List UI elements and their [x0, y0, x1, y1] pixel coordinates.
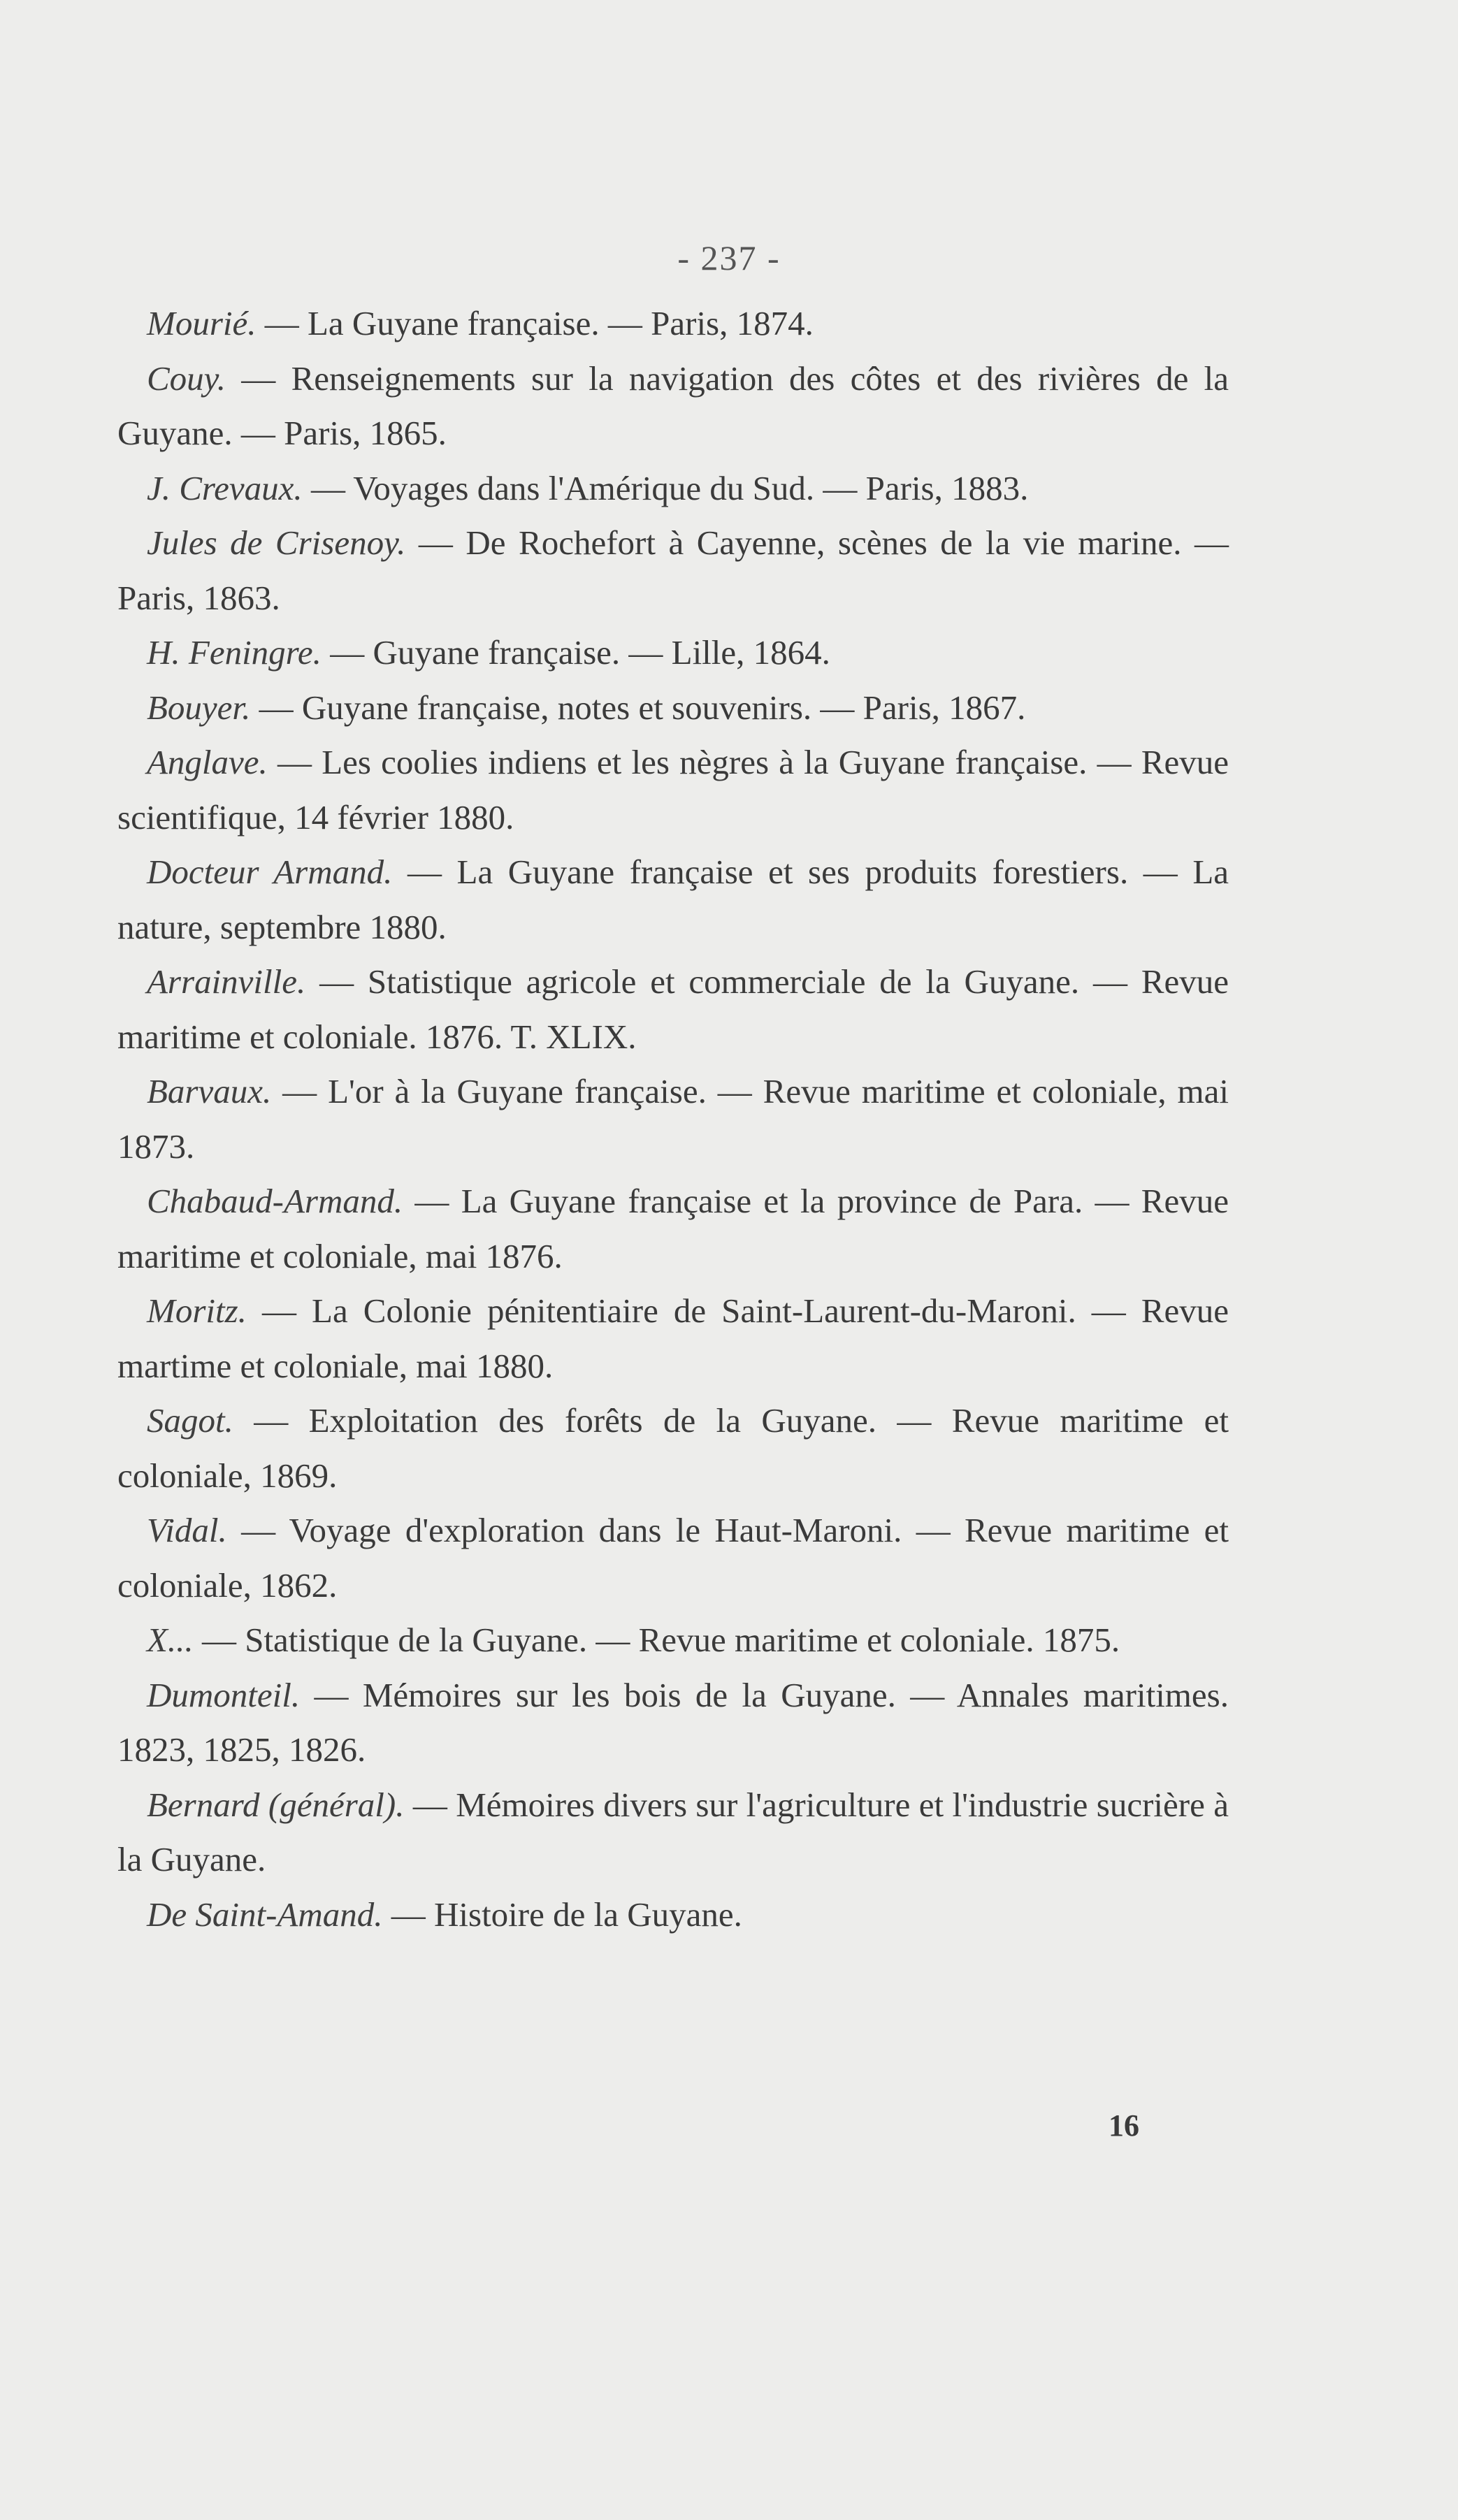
- entry-author: Sagot.: [147, 1401, 233, 1440]
- bibliography-entry: [117, 1064, 1229, 1174]
- page-number: - 237 -: [677, 238, 781, 277]
- entry-text: — Histoire de la Guyane.: [382, 1895, 742, 1934]
- bibliography-entry: [117, 352, 1229, 461]
- entry-author: Moritz.: [147, 1291, 247, 1330]
- bibliography-entry: [117, 1613, 1229, 1668]
- bibliography-entry: [117, 625, 1229, 681]
- entry-author: Barvaux.: [147, 1072, 272, 1110]
- bibliography-entry: [117, 461, 1229, 516]
- bibliography-list: [117, 296, 1229, 1942]
- entry-text: — Voyage d'exploration dans le Haut-Maroni. — Revue maritime et coloniale, 1862.: [117, 1511, 1229, 1605]
- entry-author: De Saint-Amand.: [147, 1895, 383, 1934]
- bibliography-entry: [117, 296, 1229, 352]
- bibliography-entry: [117, 1778, 1229, 1888]
- entry-author: Arrainville.: [147, 962, 306, 1001]
- entry-author: Docteur Armand.: [147, 853, 393, 891]
- signature-mark: 16: [1109, 2108, 1139, 2143]
- entry-text: — La Guyane française. — Paris, 1874.: [256, 304, 814, 342]
- entry-text: — Les coolies indiens et les nègres à la Guyane française. — Revue scientifique, 14 février 1880.: [117, 743, 1229, 837]
- entry-text: — La Colonie pénitentiaire de Saint-Laurent-du-Maroni. — Revue martime et coloniale, mai 1880.: [117, 1291, 1229, 1385]
- entry-author: Chabaud-Armand.: [147, 1182, 403, 1220]
- bibliography-entry: [117, 1393, 1229, 1503]
- bibliography-entry: [117, 955, 1229, 1064]
- bibliography-entry: [117, 516, 1229, 625]
- entry-text: — De Rochefort à Cayenne, scènes de la vie marine. — Paris, 1863.: [117, 523, 1229, 617]
- entry-text: — La Guyane française et la province de Para. — Revue maritime et coloniale, mai 1876.: [117, 1182, 1229, 1275]
- bibliography-entry: [117, 735, 1229, 845]
- entry-author: J. Crevaux.: [147, 468, 303, 507]
- entry-text: — Statistique de la Guyane. — Revue maritime et coloniale. 1875.: [193, 1621, 1120, 1659]
- entry-text: — Guyane française. — Lille, 1864.: [321, 633, 830, 672]
- entry-author: Dumonteil.: [147, 1675, 301, 1714]
- bibliography-entry: [117, 1668, 1229, 1778]
- entry-text: — Exploitation des forêts de la Guyane. — Revue maritime et coloniale, 1869.: [117, 1401, 1229, 1495]
- bibliography-entry: [117, 845, 1229, 955]
- entry-text: — Mémoires divers sur l'agriculture et l'industrie sucrière à la Guyane.: [117, 1785, 1229, 1878]
- entry-text: — L'or à la Guyane française. — Revue maritime et coloniale, mai 1873.: [117, 1072, 1229, 1166]
- entry-text: — La Guyane française et ses produits forestiers. — La nature, septembre 1880.: [117, 853, 1229, 946]
- entry-author: Couy.: [147, 359, 226, 398]
- entry-author: Mourié.: [147, 304, 257, 342]
- bibliography-entry: [117, 1503, 1229, 1613]
- entry-author: Vidal.: [147, 1511, 227, 1549]
- bibliography-entry: [117, 1284, 1229, 1393]
- entry-author: Jules de Crisenoy.: [147, 523, 406, 562]
- entry-author: Bernard (général).: [147, 1785, 405, 1824]
- entry-author: Bouyer.: [147, 688, 251, 727]
- bibliography-entry: [117, 1174, 1229, 1284]
- bibliography-entry: [117, 1888, 1229, 1943]
- entry-author: X...: [147, 1621, 194, 1659]
- entry-text: — Guyane française, notes et souvenirs. — Paris, 1867.: [250, 688, 1026, 727]
- entry-text: — Statistique agricole et commerciale de la Guyane. — Revue maritime et coloniale. 1876. T. XLIX.: [117, 962, 1229, 1056]
- entry-author: H. Feningre.: [147, 633, 322, 672]
- bibliography-entry: [117, 681, 1229, 736]
- entry-text: — Renseignements sur la navigation des côtes et des rivières de la Guyane. — Paris, 1865.: [117, 359, 1229, 452]
- entry-author: Anglave.: [147, 743, 268, 781]
- entry-text: — Voyages dans l'Amérique du Sud. — Paris, 1883.: [302, 468, 1029, 507]
- entry-text: — Mémoires sur les bois de la Guyane. — Annales maritimes. 1823, 1825, 1826.: [117, 1675, 1229, 1769]
